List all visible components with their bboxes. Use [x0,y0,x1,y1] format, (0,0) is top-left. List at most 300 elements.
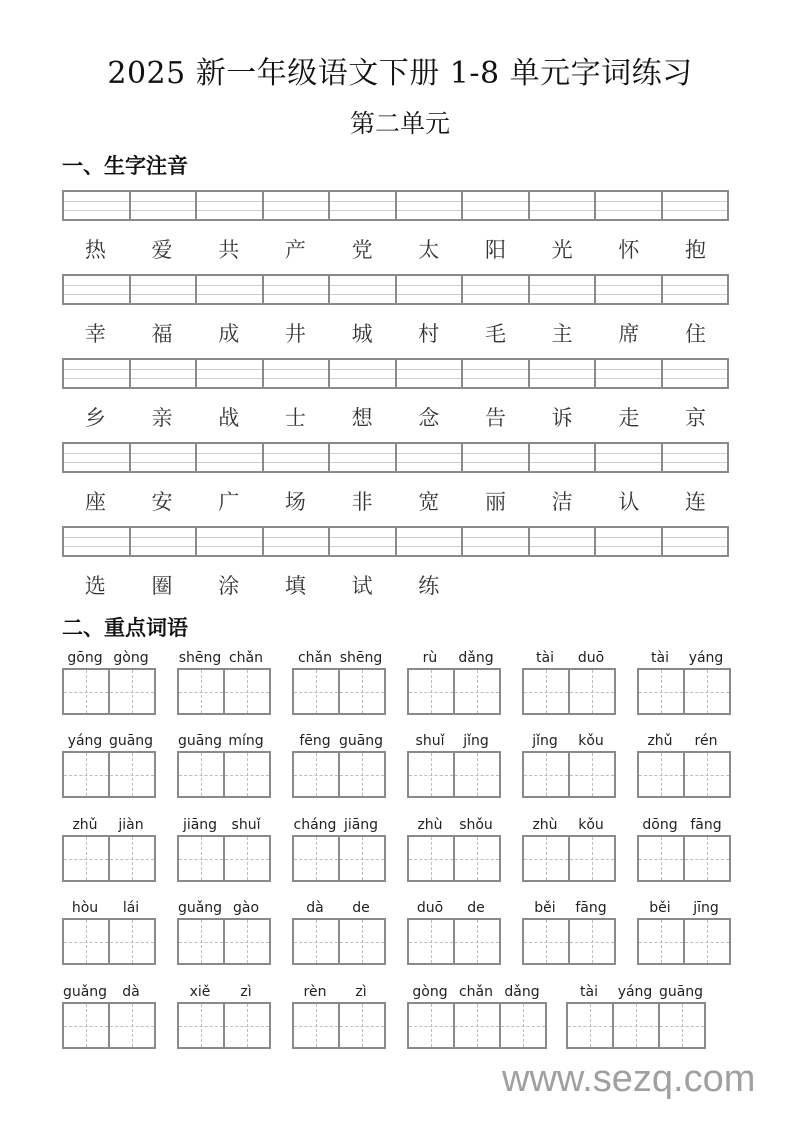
pinyin-syllable: lái [122,900,140,916]
character: 告 [484,406,506,430]
tianzige-boxes [177,918,271,965]
character-writing-box[interactable] [64,1004,110,1047]
character: 福 [151,322,173,346]
character-writing-box[interactable] [225,753,269,796]
pinyin-syllable: jiàn [118,817,144,833]
pinyin-answer-cell[interactable] [330,192,397,219]
character: 连 [685,490,707,514]
pinyin-syllable: shuǐ [231,817,261,833]
word-pinyin [177,815,271,835]
pinyin-answer-cell[interactable] [64,192,131,219]
word-item [407,648,501,715]
pinyin-syllable: rén [694,733,718,749]
word-item [522,898,616,965]
pinyin-syllable: cháng [293,817,337,833]
pinyin-writing-row [62,442,729,473]
character: 乡 [84,406,106,430]
character: 填 [284,574,306,598]
character-writing-box[interactable] [570,837,614,880]
pinyin-syllable: yáng [688,650,724,666]
character-writing-box[interactable] [110,920,154,963]
character-row [62,318,729,348]
character-writing-box[interactable] [64,670,110,713]
word-item [292,648,386,715]
word-pinyin [292,898,386,918]
character-writing-box[interactable] [179,837,225,880]
word-pinyin [177,648,271,668]
tianzige-boxes [177,1002,271,1049]
pinyin-syllable: jiāng [343,817,379,833]
word-pinyin [292,731,386,751]
word-pinyin [177,982,271,1002]
pinyin-answer-cell[interactable] [596,276,663,303]
pinyin-syllable: gào [232,900,260,916]
character-writing-box[interactable] [225,1004,269,1047]
character-writing-box[interactable] [64,753,110,796]
pinyin-answer-cell[interactable] [530,528,597,555]
tianzige-boxes [407,668,501,715]
character-writing-box[interactable] [225,837,269,880]
pinyin-answer-cell[interactable] [264,192,331,219]
pinyin-answer-cell[interactable] [397,276,464,303]
word-pinyin [637,815,731,835]
character-writing-box[interactable] [570,670,614,713]
pinyin-syllable: jǐng [532,733,558,749]
character-row [62,486,729,516]
pinyin-syllable: shēng [178,650,222,666]
pinyin-syllable: rèn [303,984,327,1000]
pinyin-syllable: yáng [67,733,103,749]
pinyin-answer-cell[interactable] [530,444,597,471]
tianzige-boxes [62,751,156,798]
character: 城 [351,322,373,346]
character: 主 [551,322,573,346]
tianzige-boxes [177,668,271,715]
pinyin-syllable: guāng [658,984,704,1000]
pinyin-answer-cell[interactable] [596,192,663,219]
tianzige-boxes [637,668,731,715]
word-pinyin [407,648,501,668]
word-pinyin [637,731,731,751]
character-writing-box[interactable] [639,670,685,713]
pinyin-answer-cell[interactable] [131,276,198,303]
word-pinyin [292,815,386,835]
pinyin-answer-cell[interactable] [463,360,530,387]
watermark: www.sezq.com [502,1058,756,1100]
word-item [522,731,616,798]
character-writing-box[interactable] [568,1004,614,1047]
pinyin-syllable: kǒu [578,733,604,749]
pinyin-answer-cell[interactable] [197,444,264,471]
character: 非 [351,490,373,514]
pinyin-syllable: běi [534,900,556,916]
character-writing-box[interactable] [409,837,455,880]
character-writing-box[interactable] [570,920,614,963]
pinyin-syllable: xiě [189,984,211,1000]
tianzige-boxes [522,751,616,798]
word-pinyin [62,898,156,918]
word-pinyin [62,982,156,1002]
tianzige-boxes [637,751,731,798]
pinyin-syllable: de [352,900,370,916]
pinyin-answer-cell[interactable] [397,444,464,471]
character-writing-box[interactable] [685,920,729,963]
word-item [637,898,731,965]
unit-subtitle: 第二单元 [349,109,450,138]
character: 住 [685,322,707,346]
character: 热 [84,238,106,262]
word-item [292,982,386,1049]
tianzige-boxes [637,835,731,882]
word-item [177,982,271,1049]
pinyin-syllable: chǎn [228,650,264,666]
pinyin-syllable: hòu [71,900,99,916]
pinyin-answer-cell[interactable] [663,444,728,471]
word-item [62,982,156,1049]
pinyin-syllable: duō [416,900,444,916]
word-pinyin [566,982,706,1002]
tianzige-boxes [637,918,731,965]
pinyin-syllable: běi [649,900,671,916]
pinyin-answer-cell[interactable] [463,192,530,219]
pinyin-syllable: guǎng [177,900,223,916]
character-writing-box[interactable] [685,837,729,880]
character-writing-box[interactable] [614,1004,660,1047]
pinyin-syllable: kǒu [578,817,604,833]
pinyin-answer-cell[interactable] [197,276,264,303]
word-pinyin [292,648,386,668]
pinyin-answer-cell[interactable] [131,528,198,555]
pinyin-answer-cell[interactable] [463,444,530,471]
character: 亲 [151,406,173,430]
word-pinyin [177,731,271,751]
character-writing-box[interactable] [340,920,384,963]
character-writing-box[interactable] [110,837,154,880]
tianzige-boxes [62,835,156,882]
pinyin-syllable: zhǔ [647,733,673,749]
pinyin-syllable: de [467,900,485,916]
character-writing-box[interactable] [179,920,225,963]
word-item [522,648,616,715]
word-pinyin [522,648,616,668]
pinyin-syllable: zì [355,984,367,1000]
pinyin-writing-row [62,358,729,389]
character-writing-box[interactable] [179,1004,225,1047]
word-pinyin [407,815,501,835]
pinyin-syllable: guāng [108,733,154,749]
pinyin-answer-cell[interactable] [663,360,728,387]
pinyin-syllable: zhù [417,817,443,833]
word-item [62,731,156,798]
pinyin-answer-cell[interactable] [131,444,198,471]
character: 光 [551,238,573,262]
pinyin-syllable: duō [577,650,605,666]
pinyin-syllable: fēng [299,733,331,749]
character-writing-box[interactable] [455,753,499,796]
word-pinyin [292,982,386,1002]
character-writing-box[interactable] [409,920,455,963]
tianzige-boxes [292,751,386,798]
character-writing-box[interactable] [340,1004,384,1047]
pinyin-answer-cell[interactable] [530,192,597,219]
pinyin-syllable: rù [422,650,438,666]
character: 幸 [84,322,106,346]
pinyin-answer-cell[interactable] [264,528,331,555]
pinyin-syllable: dǎng [458,650,494,666]
pinyin-syllable: tài [651,650,669,666]
word-pinyin [62,731,156,751]
character-writing-box[interactable] [64,837,110,880]
character: 想 [351,406,373,430]
pinyin-syllable: zì [240,984,252,1000]
pinyin-syllable: fāng [690,817,722,833]
word-item [62,648,156,715]
character: 座 [84,490,106,514]
pinyin-syllable: gōng [67,650,103,666]
word-item [177,815,271,882]
word-item [637,731,731,798]
word-item [62,815,156,882]
pinyin-answer-cell[interactable] [397,192,464,219]
character: 圈 [151,574,173,598]
word-pinyin [407,982,547,1002]
word-pinyin [522,731,616,751]
tianzige-boxes [407,918,501,965]
page-title: 2025 新一年级语文下册 1-8 单元字词练习 [107,56,693,91]
pinyin-answer-cell[interactable] [197,528,264,555]
character-writing-box[interactable] [225,670,269,713]
character: 成 [218,322,240,346]
word-item [566,982,706,1049]
pinyin-syllable: guāng [338,733,384,749]
character-writing-box[interactable] [294,753,340,796]
pinyin-answer-cell[interactable] [197,192,264,219]
tianzige-boxes [522,918,616,965]
pinyin-answer-cell[interactable] [663,192,728,219]
word-pinyin [637,898,731,918]
character-writing-box[interactable] [524,837,570,880]
section-heading-words: 二、重点词语 [62,615,188,640]
word-item [407,731,501,798]
tianzige-boxes [177,751,271,798]
word-item [637,815,731,882]
character: 爱 [151,238,173,262]
pinyin-syllable: chǎn [458,984,494,1000]
tianzige-boxes [292,835,386,882]
character: 村 [418,322,440,346]
pinyin-writing-row [62,526,729,557]
word-pinyin [177,898,271,918]
character-writing-box[interactable] [409,670,455,713]
word-pinyin [522,815,616,835]
pinyin-answer-cell[interactable] [330,276,397,303]
character-writing-box[interactable] [340,837,384,880]
character-writing-box[interactable] [179,670,225,713]
pinyin-answer-cell[interactable] [64,528,131,555]
word-item [177,648,271,715]
character-writing-box[interactable] [501,1004,545,1047]
character: 走 [618,406,640,430]
character-writing-box[interactable] [294,837,340,880]
pinyin-answer-cell[interactable] [663,528,728,555]
character-writing-box[interactable] [110,670,154,713]
pinyin-answer-cell[interactable] [330,444,397,471]
character-writing-box[interactable] [660,1004,704,1047]
character: 练 [418,574,440,598]
pinyin-syllable: dǎng [504,984,540,1000]
word-pinyin [62,648,156,668]
character-writing-box[interactable] [685,670,729,713]
character-writing-box[interactable] [340,670,384,713]
pinyin-writing-row [62,190,729,221]
pinyin-syllable: jīng [693,900,719,916]
character-writing-box[interactable] [639,920,685,963]
pinyin-syllable: tài [536,650,554,666]
pinyin-answer-cell[interactable] [264,360,331,387]
character-writing-box[interactable] [455,837,499,880]
pinyin-syllable: zhǔ [72,817,98,833]
pinyin-syllable: yáng [617,984,653,1000]
character: 毛 [484,322,506,346]
word-item [62,898,156,965]
character-writing-box[interactable] [179,753,225,796]
word-pinyin [62,815,156,835]
pinyin-syllable: míng [228,733,264,749]
pinyin-answer-cell[interactable] [530,276,597,303]
character: 席 [618,322,640,346]
pinyin-answer-cell[interactable] [596,360,663,387]
character-row [62,570,729,600]
word-item [177,898,271,965]
pinyin-answer-cell[interactable] [264,276,331,303]
tianzige-boxes [292,668,386,715]
word-item [522,815,616,882]
tianzige-boxes [407,751,501,798]
character-writing-box[interactable] [639,837,685,880]
pinyin-answer-cell[interactable] [530,360,597,387]
character-writing-box[interactable] [294,920,340,963]
pinyin-syllable: tài [580,984,598,1000]
character-writing-box[interactable] [524,753,570,796]
character-writing-box[interactable] [110,753,154,796]
pinyin-answer-cell[interactable] [596,528,663,555]
pinyin-answer-cell[interactable] [197,360,264,387]
character: 太 [418,238,440,262]
pinyin-answer-cell[interactable] [330,360,397,387]
word-pinyin [522,898,616,918]
word-item [292,731,386,798]
character: 宽 [418,490,440,514]
character-writing-box[interactable] [340,753,384,796]
character-writing-box[interactable] [455,670,499,713]
character: 洁 [551,490,573,514]
word-item [407,898,501,965]
character: 产 [284,238,306,262]
character-writing-box[interactable] [294,670,340,713]
pinyin-answer-cell[interactable] [596,444,663,471]
character-writing-box[interactable] [409,753,455,796]
tianzige-boxes [62,668,156,715]
character-writing-box[interactable] [225,920,269,963]
pinyin-syllable: dà [306,900,324,916]
word-item [292,898,386,965]
character-writing-box[interactable] [685,753,729,796]
character-writing-box[interactable] [524,920,570,963]
pinyin-syllable: jǐng [463,733,489,749]
pinyin-answer-cell[interactable] [264,444,331,471]
word-pinyin [407,898,501,918]
character: 阳 [484,238,506,262]
tianzige-boxes [407,1002,547,1049]
character: 广 [218,490,240,514]
character-writing-box[interactable] [294,1004,340,1047]
character-writing-box[interactable] [409,1004,455,1047]
tianzige-boxes [522,668,616,715]
tianzige-boxes [407,835,501,882]
character: 怀 [618,238,640,262]
character-writing-box[interactable] [570,753,614,796]
pinyin-answer-cell[interactable] [330,528,397,555]
pinyin-syllable: zhù [532,817,558,833]
pinyin-answer-cell[interactable] [463,276,530,303]
pinyin-answer-cell[interactable] [397,528,464,555]
pinyin-writing-row [62,274,729,305]
character: 念 [418,406,440,430]
pinyin-syllable: guāng [177,733,223,749]
pinyin-syllable: guǎng [62,984,108,1000]
word-item [292,815,386,882]
pinyin-answer-cell[interactable] [131,360,198,387]
word-item [177,731,271,798]
character: 京 [685,406,707,430]
character-writing-box[interactable] [639,753,685,796]
pinyin-syllable: shuǐ [415,733,445,749]
character-writing-box[interactable] [455,920,499,963]
tianzige-boxes [566,1002,706,1049]
pinyin-syllable: gòng [412,984,448,1000]
pinyin-answer-cell[interactable] [397,360,464,387]
pinyin-syllable: shēng [339,650,383,666]
character-writing-box[interactable] [64,920,110,963]
character: 认 [618,490,640,514]
pinyin-answer-cell[interactable] [663,276,728,303]
tianzige-boxes [522,835,616,882]
character: 井 [284,322,306,346]
pinyin-answer-cell[interactable] [64,360,131,387]
character: 选 [84,574,106,598]
character: 试 [351,574,373,598]
character: 丽 [484,490,506,514]
pinyin-answer-cell[interactable] [64,444,131,471]
pinyin-syllable: chǎn [297,650,333,666]
character-writing-box[interactable] [110,1004,154,1047]
pinyin-answer-cell[interactable] [463,528,530,555]
character-writing-box[interactable] [524,670,570,713]
character-writing-box[interactable] [455,1004,501,1047]
pinyin-answer-cell[interactable] [131,192,198,219]
pinyin-syllable: gòng [113,650,149,666]
tianzige-boxes [292,1002,386,1049]
character: 场 [284,490,306,514]
character: 抱 [685,238,707,262]
tianzige-boxes [62,1002,156,1049]
pinyin-answer-cell[interactable] [64,276,131,303]
tianzige-boxes [62,918,156,965]
character: 共 [218,238,240,262]
tianzige-boxes [292,918,386,965]
character-row [62,234,729,264]
pinyin-syllable: dà [122,984,140,1000]
